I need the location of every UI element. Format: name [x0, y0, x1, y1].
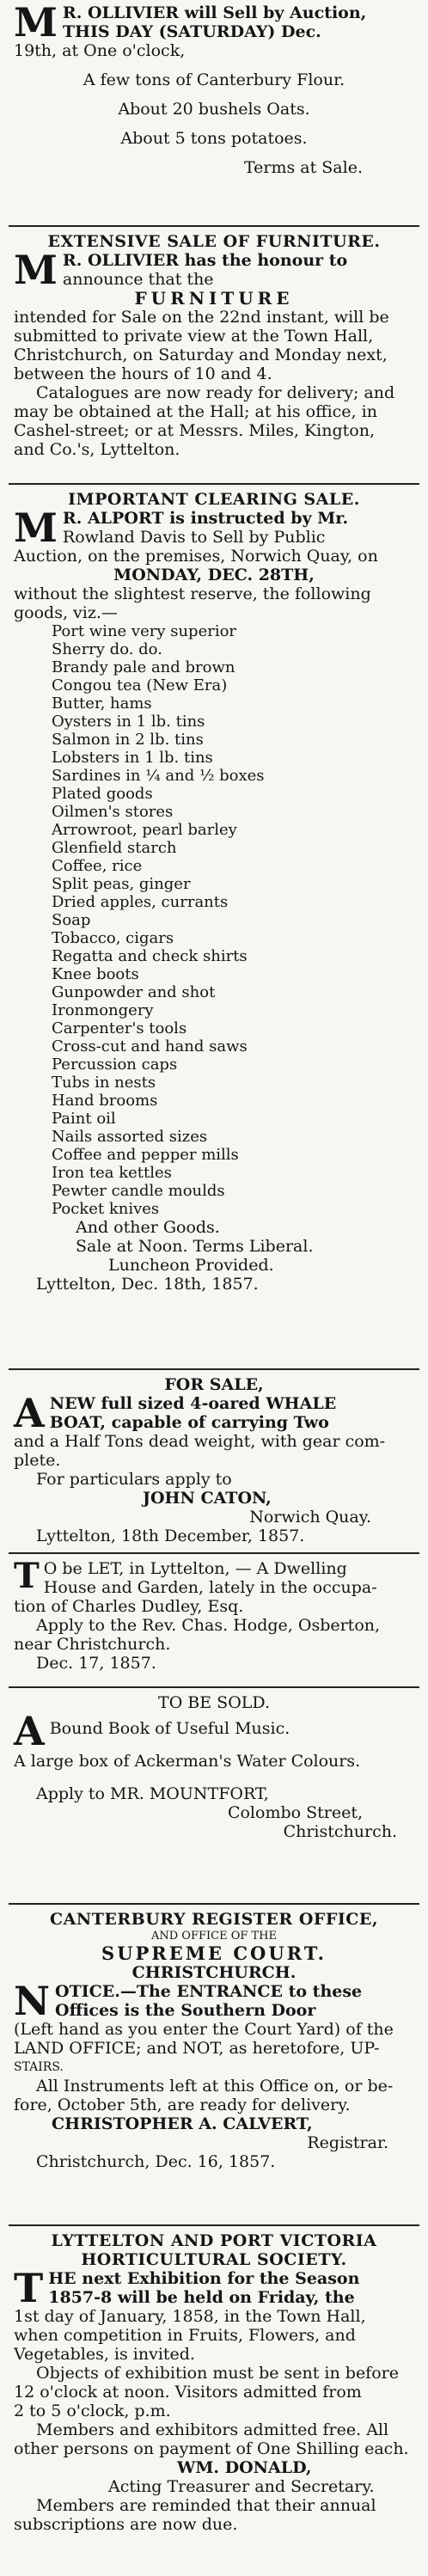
ad-line: and a Half Tons dead weight, with gear com- [14, 1432, 386, 1451]
list-item: Ironmongery [52, 1001, 154, 1019]
ad-line: Apply to MR. MOUNTFORT, [36, 1784, 269, 1803]
ad-subheading: CHRISTCHURCH. [131, 1963, 297, 1982]
ad-line: 1857-8 will be held on Friday, the [48, 2288, 355, 2307]
divider [9, 1686, 419, 1688]
ad-line: All Instruments left at this Office on, or be- [36, 2077, 394, 2096]
ad-clearing-sale [14, 490, 414, 1294]
ad-line: Registrar. [307, 2133, 388, 2152]
list-item: Split peas, ginger [52, 875, 191, 893]
list-item: Arrowroot, pearl barley [52, 821, 237, 839]
ad-line: 1st day of January, 1858, in the Town Hall, [14, 2307, 366, 2326]
list-item: Coffee and pepper mills [52, 1146, 239, 1164]
list-item: Knee boots [52, 965, 139, 983]
ad-subheading: AND OFFICE OF THE [150, 1930, 278, 1943]
ad-line: About 5 tons potatoes. [120, 129, 308, 148]
list-item: Nails assorted sizes [52, 1128, 208, 1146]
goods-list [14, 622, 414, 1218]
ad-horticultural-society [14, 2231, 414, 2534]
ad-line: Norwich Quay. [249, 1508, 371, 1527]
ad-line: Luncheon Provided. [108, 1256, 274, 1275]
ad-line: FURNITURE [134, 288, 294, 309]
list-item: Salmon in 2 lb. tins [52, 731, 204, 749]
ad-subheading: SUPREME COURT. [101, 1943, 327, 1964]
ad-heading: TO BE SOLD. [158, 1693, 270, 1712]
ad-line: MONDAY, DEC. 28TH, [113, 566, 315, 584]
list-item: Dried apples, currants [52, 893, 229, 911]
list-item: Paint oil [52, 1110, 116, 1128]
ad-music-book [14, 1693, 414, 1841]
list-item: Soap [52, 911, 91, 929]
ad-line: House and Garden, lately in the occupa- [43, 1578, 377, 1597]
ad-line: submitted to private view at the Town Hall, [14, 327, 374, 346]
ad-heading: FOR SALE, [164, 1375, 264, 1394]
ad-line: BOAT, capable of carrying Two [49, 1413, 329, 1432]
ad-line: Christchurch, Dec. 16, 1857. [36, 2152, 276, 2171]
list-item: Iron tea kettles [52, 1164, 172, 1182]
ad-line: plete. [14, 1451, 61, 1470]
ad-line: near Christchurch. [14, 1635, 171, 1654]
dropcap: M [14, 505, 58, 551]
ad-dwelling-to-let [14, 1556, 414, 1673]
ad-line: (Left hand as you enter the Court Yard) of the [14, 2020, 394, 2039]
ad-line: 2 to 5 o'clock, p.m. [14, 2402, 171, 2420]
list-item: Glenfield starch [52, 839, 177, 857]
ad-line: Lyttelton, 18th December, 1857. [36, 1527, 305, 1545]
ad-line: Terms at Sale. [243, 158, 363, 177]
ad-line: tion of Charles Dudley, Esq. [14, 1597, 244, 1616]
ad-line: 19th, at One o'clock, [14, 41, 186, 60]
ad-whale-boat [14, 1375, 414, 1545]
ad-heading: EXTENSIVE SALE OF FURNITURE. [47, 232, 381, 251]
ad-heading: LYTTELTON AND PORT VICTORIA [51, 2231, 377, 2250]
ad-line: Acting Treasurer and Secretary. [108, 2477, 375, 2496]
ad-line: 12 o'clock at noon. Visitors admitted from [14, 2383, 362, 2402]
ad-line: R. OLLIVIER will Sell by Auction, [62, 3, 367, 22]
ad-line: A few tons of Canterbury Flour. [83, 70, 345, 89]
list-item: Oilmen's stores [52, 803, 174, 821]
ad-line: subscriptions are now due. [14, 2515, 238, 2534]
dropcap: M [14, 247, 58, 293]
ad-furniture-sale [14, 232, 414, 459]
list-item: Brandy pale and brown [52, 658, 235, 676]
ad-line: announce that the [62, 270, 214, 289]
list-item: Cross-cut and hand saws [52, 1037, 248, 1055]
ad-line: when competition in Fruits, Flowers, and [14, 2326, 356, 2345]
ad-line: Sale at Noon. Terms Liberal. [76, 1237, 314, 1256]
ad-ollivier-auction [14, 0, 414, 177]
list-item: Coffee, rice [52, 857, 143, 875]
ad-line: Bound Book of Useful Music. [49, 1719, 290, 1738]
list-item: Hand brooms [52, 1092, 158, 1110]
ad-line: NEW full sized 4-oared WHALE [49, 1394, 337, 1413]
ad-line: R. OLLIVIER has the honour to [62, 251, 348, 270]
divider [9, 225, 419, 227]
ad-line: Cashel-street; or at Messrs. Miles, Kington, [14, 421, 376, 440]
ad-line: may be obtained at the Hall; at his office, in [14, 402, 377, 421]
ad-line: THIS DAY (SATURDAY) Dec. [62, 22, 321, 41]
list-item: Congou tea (New Era) [52, 676, 228, 694]
list-item: Pocket knives [52, 1200, 160, 1218]
divider [9, 1903, 419, 1905]
list-item: Oysters in 1 lb. tins [52, 713, 205, 731]
list-item: Percussion caps [52, 1055, 178, 1074]
ad-register-office [14, 1910, 414, 2171]
ad-line: fore, October 5th, are ready for delivery. [14, 2096, 351, 2114]
ad-line: intended for Sale on the 22nd instant, will be [14, 308, 389, 327]
divider [9, 1368, 419, 1370]
list-item: Port wine very superior [52, 622, 237, 640]
ad-heading: IMPORTANT CLEARING SALE. [68, 490, 360, 509]
ad-heading: CANTERBURY REGISTER OFFICE, [50, 1910, 378, 1929]
ad-line: Offices is the Southern Door [55, 2001, 316, 2020]
dropcap: N [14, 1978, 51, 2024]
ad-line: And other Goods. [76, 1218, 220, 1237]
ad-line: Lyttelton, Dec. 18th, 1857. [36, 1275, 259, 1294]
dropcap: T [14, 2265, 44, 2311]
dropcap: A [14, 1708, 45, 1754]
dropcap: M [14, 0, 58, 46]
divider [9, 2224, 419, 2226]
ad-line: Catalogues are now ready for delivery; and [36, 383, 395, 402]
ad-line: between the hours of 10 and 4. [14, 364, 272, 383]
ad-line: Members are reminded that their annual [36, 2496, 376, 2515]
dropcap: T [14, 1556, 40, 1596]
ad-line: Auction, on the premises, Norwich Quay, on [14, 547, 378, 566]
list-item: Lobsters in 1 lb. tins [52, 749, 213, 767]
divider [9, 1552, 419, 1554]
ad-line: other persons on payment of One Shilling each. [14, 2439, 409, 2458]
ad-line: O be LET, in Lyttelton, — A Dwelling [43, 1559, 347, 1578]
ad-line: JOHN CATON, [143, 1489, 272, 1508]
ad-line: goods, viz.— [14, 603, 118, 622]
ad-heading: HORTICULTURAL SOCIETY. [81, 2250, 347, 2269]
ad-line: CHRISTOPHER A. CALVERT, [52, 2114, 313, 2133]
list-item: Regatta and check shirts [52, 947, 248, 965]
ad-line: Members and exhibitors admitted free. All [36, 2420, 389, 2439]
ad-line: Dec. 17, 1857. [36, 1654, 156, 1673]
list-item: Pewter candle moulds [52, 1182, 225, 1200]
list-item: Plated goods [52, 785, 153, 803]
ad-line: A large box of Ackerman's Water Colours. [14, 1752, 361, 1771]
ad-line: Colombo Street, [227, 1803, 363, 1822]
ad-line: LAND OFFICE; and NOT, as heretofore, UP- [14, 2039, 380, 2058]
ad-line: Vegetables, is invited. [14, 2345, 195, 2364]
list-item: Tubs in nests [52, 1074, 156, 1092]
list-item: Sardines in ¼ and ½ boxes [52, 767, 265, 785]
list-item: Sherry do. do. [52, 640, 162, 658]
ad-line: Objects of exhibition must be sent in before [36, 2364, 399, 2383]
list-item: Tobacco, cigars [52, 929, 174, 947]
ad-line: Christchurch. [283, 1822, 397, 1841]
ad-line: For particulars apply to [36, 1470, 232, 1489]
ad-line: WM. DONALD, [177, 2458, 312, 2477]
divider [9, 483, 419, 485]
ad-line: Apply to the Rev. Chas. Hodge, Osberton, [36, 1616, 381, 1635]
list-item: Carpenter's tools [52, 1019, 187, 1037]
dropcap: A [14, 1390, 45, 1436]
ad-line: and Co.'s, Lyttelton. [14, 440, 180, 459]
list-item: Gunpowder and shot [52, 983, 216, 1001]
ad-line: STAIRS. [14, 2060, 64, 2074]
ad-line: OTICE.—The ENTRANCE to these [55, 1982, 363, 2001]
ad-line: Rowland Davis to Sell by Public [62, 528, 326, 547]
ad-line: HE next Exhibition for the Season [48, 2269, 360, 2288]
ad-line: About 20 bushels Oats. [118, 100, 310, 119]
ad-line: Christchurch, on Saturday and Monday next, [14, 346, 388, 364]
ad-line: without the slightest reserve, the following [14, 584, 371, 603]
list-item: Butter, hams [52, 694, 152, 713]
ad-line: R. ALPORT is instructed by Mr. [62, 509, 349, 528]
